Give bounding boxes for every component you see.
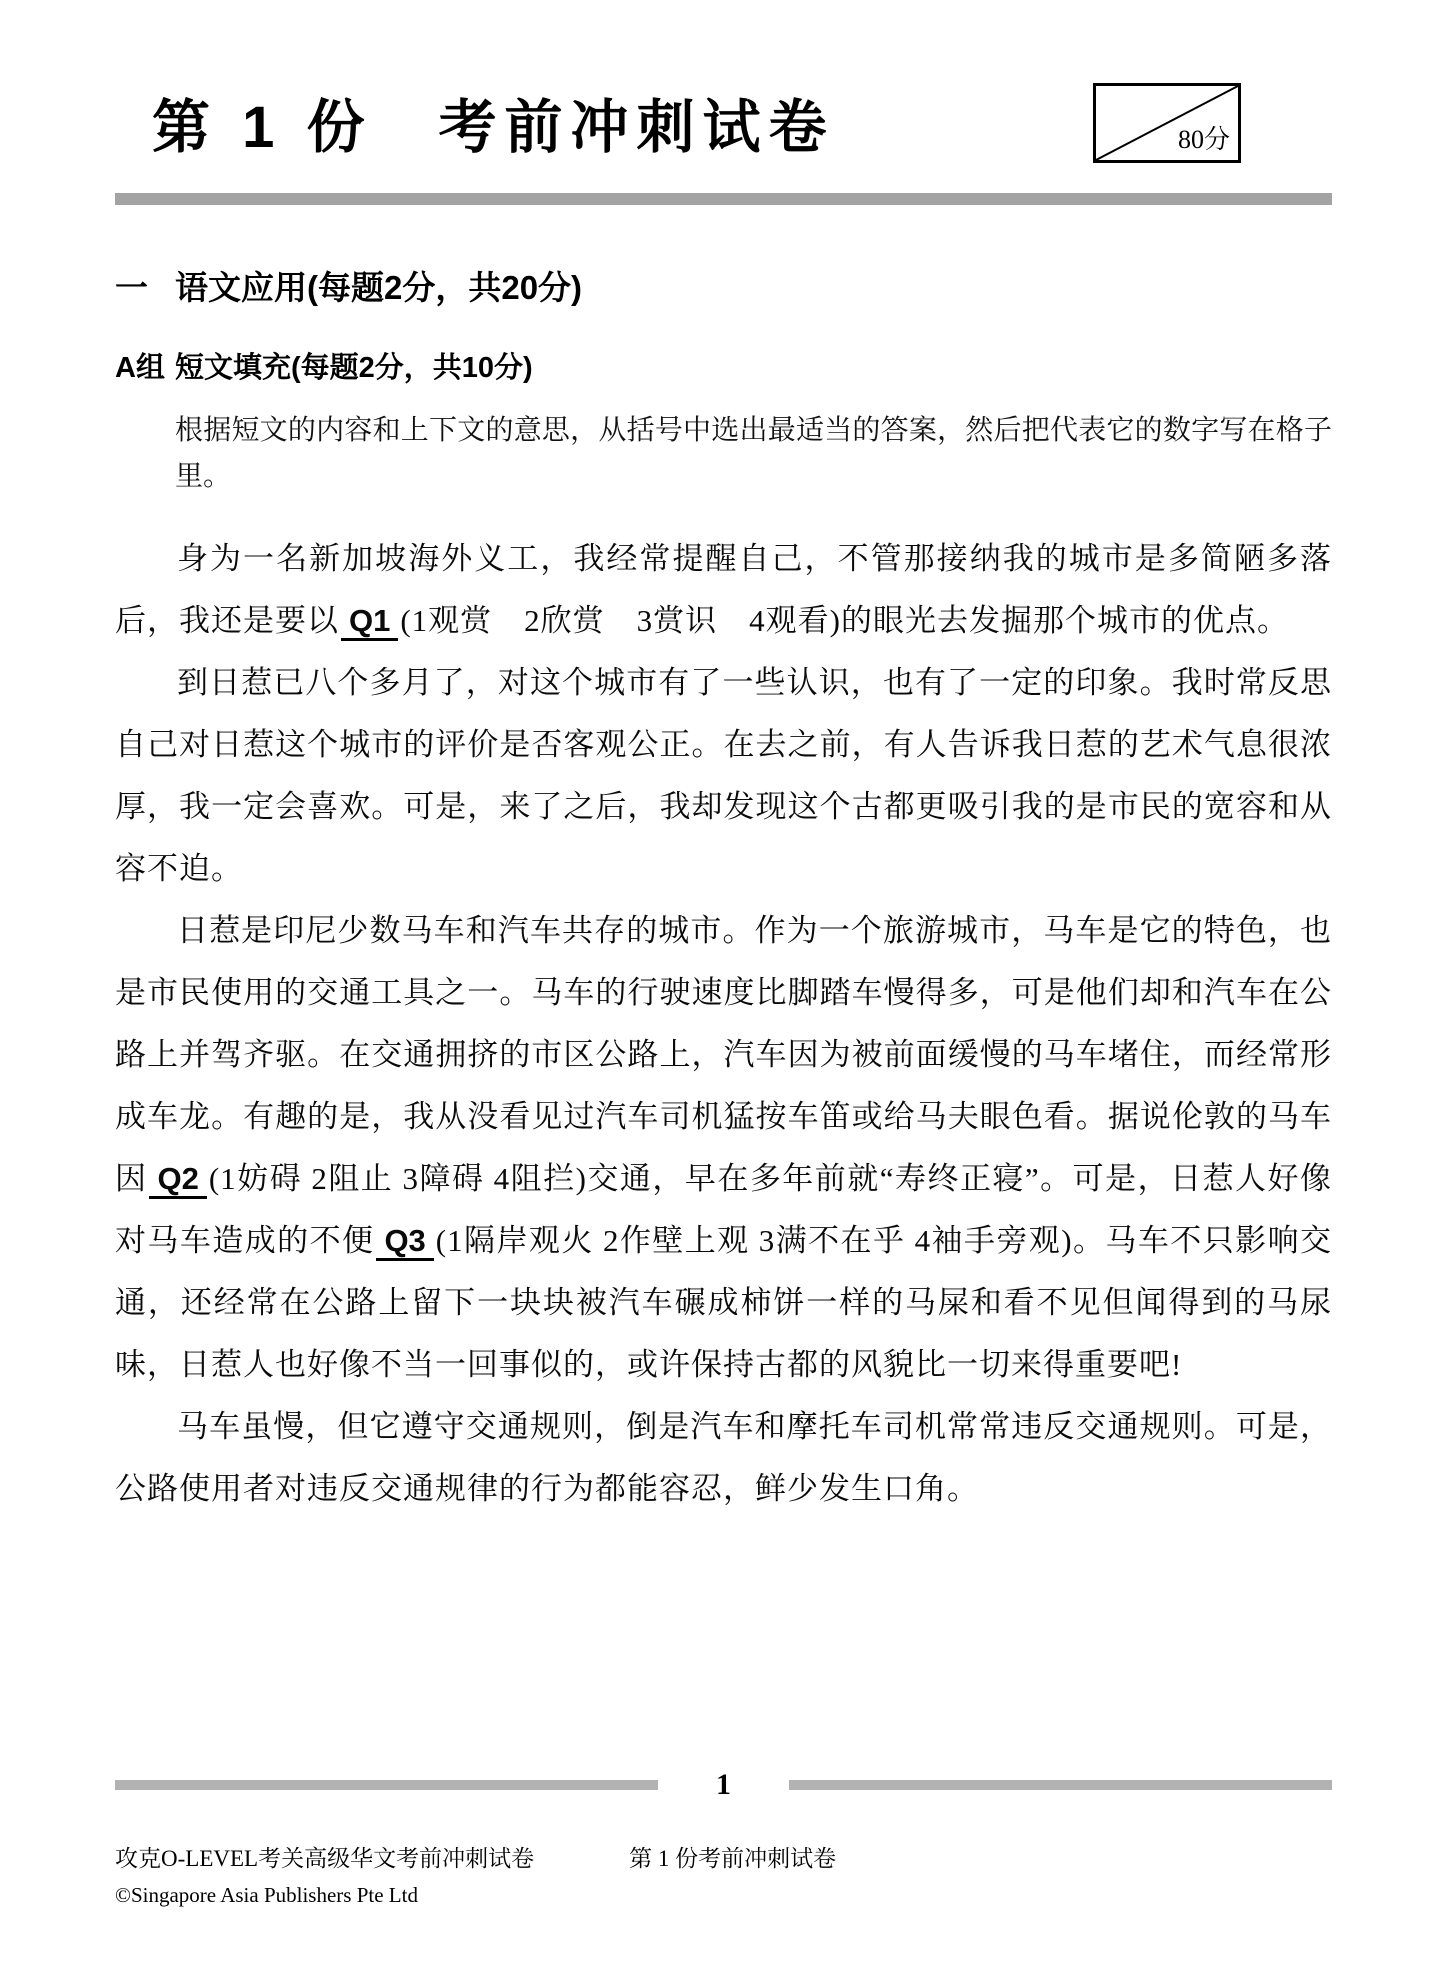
section-number: 一 — [115, 269, 148, 306]
passage-paragraph-1 — [115, 528, 1332, 652]
blank-q2: Q2 — [149, 1161, 206, 1199]
content-area — [115, 262, 1332, 1520]
footer-book-title: 攻克O-LEVEL考关高级华文考前冲刺试卷 — [115, 1846, 535, 1871]
page-title: 第 1 份 考前冲刺试卷 — [152, 95, 835, 160]
paragraph-text: 日惹是印尼少数马车和汽车共存的城市。作为一个旅游城市，马车是它的特色，也是市民使用的交通工具之一。马车的行驶速度比脚踏车慢得多，可是他们却和汽车在公路上并驾齐驱。在交通拥挤的市区公路上，汽车因为被前面缓慢的马车堵住，而经常形成车龙。有趣的是，我从没看见过汽车司机猛按车笛或给马夫眼色看。据说伦敦的马车因 — [115, 913, 1332, 1196]
group-heading — [115, 345, 1332, 386]
paragraph-text: (1隔岸观火 2作壁上观 3满不在乎 4袖手旁观)。马车不只影响交通，还经常在公路上留下一块块被汽车碾成柿饼一样的马屎和看不见但闻得到的马尿味，日惹人也好像不当一回事似的，或许保持古都的风貌比一切来得重要吧! — [115, 1223, 1332, 1382]
paragraph-text: (1观赏 2欣赏 3赏识 4观看)的眼光去发掘那个城市的优点。 — [400, 603, 1290, 638]
title-divider-bar — [115, 193, 1332, 205]
footer-copyright: ©Singapore Asia Publishers Pte Ltd — [115, 1883, 418, 1907]
passage-paragraph-4: 马车虽慢，但它遵守交通规则，倒是汽车和摩托车司机常常违反交通规则。可是，公路使用者对违反交通规律的行为都能容忍，鲜少发生口角。 — [115, 1409, 1332, 1506]
page-number-row — [115, 1768, 1332, 1802]
footer-credit-row — [115, 1840, 1332, 1873]
footer-right-bar — [789, 1780, 1332, 1790]
score-box — [1093, 83, 1241, 163]
page-footer — [115, 1768, 1332, 1908]
footer-left-bar — [115, 1780, 658, 1790]
passage-paragraph-2: 到日惹已八个多月了，对这个城市有了一些认识，也有了一定的印象。我时常反思自己对日惹这个城市的评价是否客观公正。在去之前，有人告诉我日惹的艺术气息很浓厚，我一定会喜欢。可是，来了之后，我却发现这个古都更吸引我的是市民的宽容和从容不迫。 — [115, 665, 1332, 886]
instructions-text: 根据短文的内容和上下文的意思，从括号中选出最适当的答案，然后把代表它的数字写在格子里。 — [175, 415, 1332, 492]
passage — [115, 528, 1332, 1520]
group-title: 短文填充(每题2分，共10分) — [175, 352, 533, 384]
score-label: 80分 — [1177, 125, 1230, 154]
footer-section-title: 第 1 份考前冲刺试卷 — [629, 1846, 837, 1871]
blank-q3: Q3 — [376, 1223, 433, 1261]
section-heading — [115, 262, 1332, 309]
section-title: 语文应用(每题2分，共20分) — [175, 269, 583, 306]
passage-paragraph-3 — [115, 900, 1332, 1396]
group-label: A组 — [115, 352, 165, 384]
paragraph-text: (1妨碍 2阻止 3障碍 4阻拦)交通，早在多年前就“寿终正寝”。可是，日惹人好像对马车造成的不便 — [115, 1161, 1332, 1258]
blank-q1: Q1 — [341, 603, 398, 641]
paragraph-text: 身为一名新加坡海外义工，我经常提醒自己，不管那接纳我的城市是多简陋多落后，我还是要以 — [115, 541, 1332, 638]
page-number: 1 — [716, 1768, 731, 1801]
